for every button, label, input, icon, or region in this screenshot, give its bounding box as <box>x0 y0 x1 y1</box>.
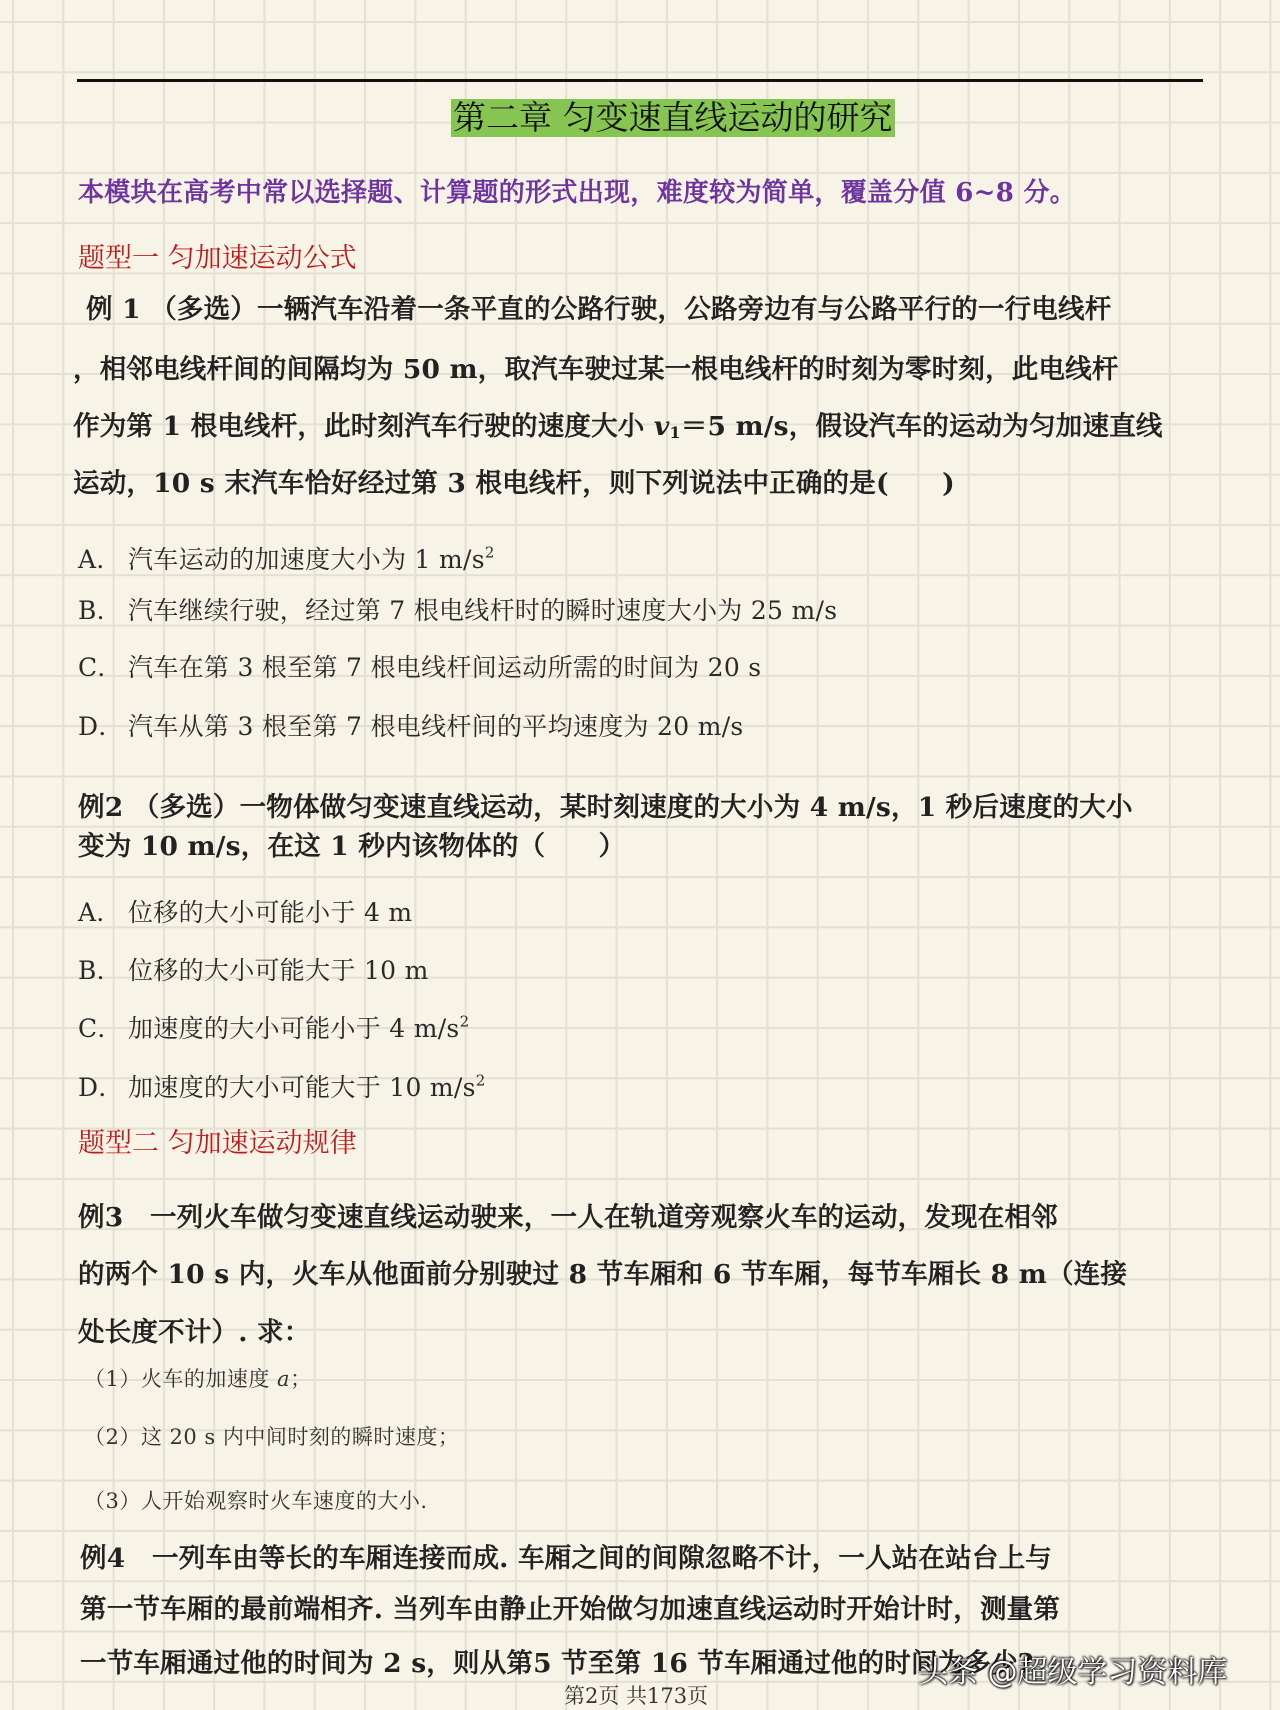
acceleration-var: a <box>277 1367 291 1391</box>
option-letter: D． <box>78 1073 124 1102</box>
option-text: 汽车运动的加速度大小为 1 m/s <box>128 545 485 574</box>
header-rule <box>77 79 1203 82</box>
velocity-var: v <box>653 411 670 442</box>
option-letter: A． <box>78 545 122 574</box>
option-letter: C． <box>78 653 123 682</box>
example-1-line-4: 运动，10 s 末汽车恰好经过第 3 根电线杆，则下列说法中正确的是( ) <box>73 468 955 499</box>
option-text: 汽车继续行驶，经过第 7 根电线杆时的瞬时速度大小为 25 m/s <box>128 596 838 625</box>
option-letter: D． <box>78 712 124 741</box>
option-letter: B． <box>78 596 122 625</box>
example-4-line-3: 一节车厢通过他的时间为 2 s，则从第5 节至第 16 节车厢通过他的时间为多少? <box>80 1648 1034 1679</box>
option-text: 加速度的大小可能小于 4 m/s <box>128 1014 460 1043</box>
example-3-line-1: 例3 一列火车做匀变速直线运动驶来，一人在轨道旁观察火车的运动，发现在相邻 <box>78 1202 1058 1233</box>
example-4-line-1: 例4 一列车由等长的车厢连接而成. 车厢之间的间隙忽略不计，一人站在站台上与 <box>80 1543 1052 1574</box>
question-text: （1）火车的加速度 <box>84 1367 278 1391</box>
example-2-option-c <box>78 1009 469 1045</box>
example-3-line-3: 处长度不计）. 求： <box>78 1317 311 1348</box>
option-text: 位移的大小可能大于 10 m <box>128 956 429 985</box>
example-4-line-2: 第一节车厢的最前端相齐. 当列车由静止开始做匀加速直线运动时开始计时，测量第 <box>80 1594 1061 1625</box>
example-1-option-b <box>78 591 837 627</box>
example-2-option-d <box>78 1068 486 1104</box>
section-heading-1: 题型一 匀加速运动公式 <box>78 243 357 274</box>
example-3-line-2: 的两个 10 s 内，火车从他面前分别驶过 8 节车厢和 6 节车厢，每节车厢长 8 m（连接 <box>78 1259 1128 1290</box>
section-heading-2: 题型二 匀加速运动规律 <box>78 1128 357 1159</box>
option-letter: B． <box>78 956 122 985</box>
watermark: 头条 @超级学习资料库 <box>918 1655 1228 1690</box>
example-3-question-3: （3）人开始观察时火车速度的大小. <box>84 1489 428 1513</box>
option-text: 加速度的大小可能大于 10 m/s <box>128 1073 476 1102</box>
superscript: 2 <box>484 543 495 562</box>
question-suffix: ； <box>290 1367 312 1391</box>
superscript: 2 <box>459 1012 470 1031</box>
option-text: 汽车从第 3 根至第 7 根电线杆间的平均速度为 20 m/s <box>128 712 744 741</box>
velocity-subscript: 1 <box>669 423 681 443</box>
line-text-rest: ＝5 m/s，假设汽车的运动为匀加速直线 <box>680 411 1163 442</box>
example-1-line-2: ，相邻电线杆间的间隔均为 50 m，取汽车驶过某一根电线杆的时刻为零时刻，此电线杆 <box>73 354 1119 385</box>
page-number: 第2页 共173页 <box>564 1684 709 1708</box>
example-2-line-1: 例2 （多选）一物体做匀变速直线运动，某时刻速度的大小为 4 m/s，1 秒后速度的大小 <box>78 792 1133 823</box>
example-1-line-3 <box>73 404 1163 443</box>
example-1-option-c <box>78 648 761 684</box>
intro-text: 本模块在高考中常以选择题、计算题的形式出现，难度较为简单，覆盖分值 6~8 分。 <box>78 178 1077 208</box>
option-letter: C． <box>78 1014 123 1043</box>
example-2-option-a <box>78 893 412 929</box>
line-text: 作为第 1 根电线杆，此时刻汽车行驶的速度大小 <box>73 411 654 442</box>
option-text: 位移的大小可能小于 4 m <box>128 898 413 927</box>
example-1-line-1: 例 1 （多选）一辆汽车沿着一条平直的公路行驶，公路旁边有与公路平行的一行电线杆 <box>86 294 1112 325</box>
option-text: 汽车在第 3 根至第 7 根电线杆间运动所需的时间为 20 s <box>128 653 762 682</box>
chapter-title: 第二章 匀变速直线运动的研究 <box>453 98 893 137</box>
example-3-question-2: （2）这 20 s 内中间时刻的瞬时速度； <box>84 1425 460 1449</box>
example-3-question-1 <box>84 1363 312 1393</box>
example-1-option-a <box>78 540 495 576</box>
example-2-option-b <box>78 951 429 987</box>
option-letter: A． <box>78 898 122 927</box>
superscript: 2 <box>475 1071 486 1090</box>
example-1-option-d <box>78 707 744 743</box>
example-2-line-2: 变为 10 m/s，在这 1 秒内该物体的（ ） <box>78 831 626 862</box>
